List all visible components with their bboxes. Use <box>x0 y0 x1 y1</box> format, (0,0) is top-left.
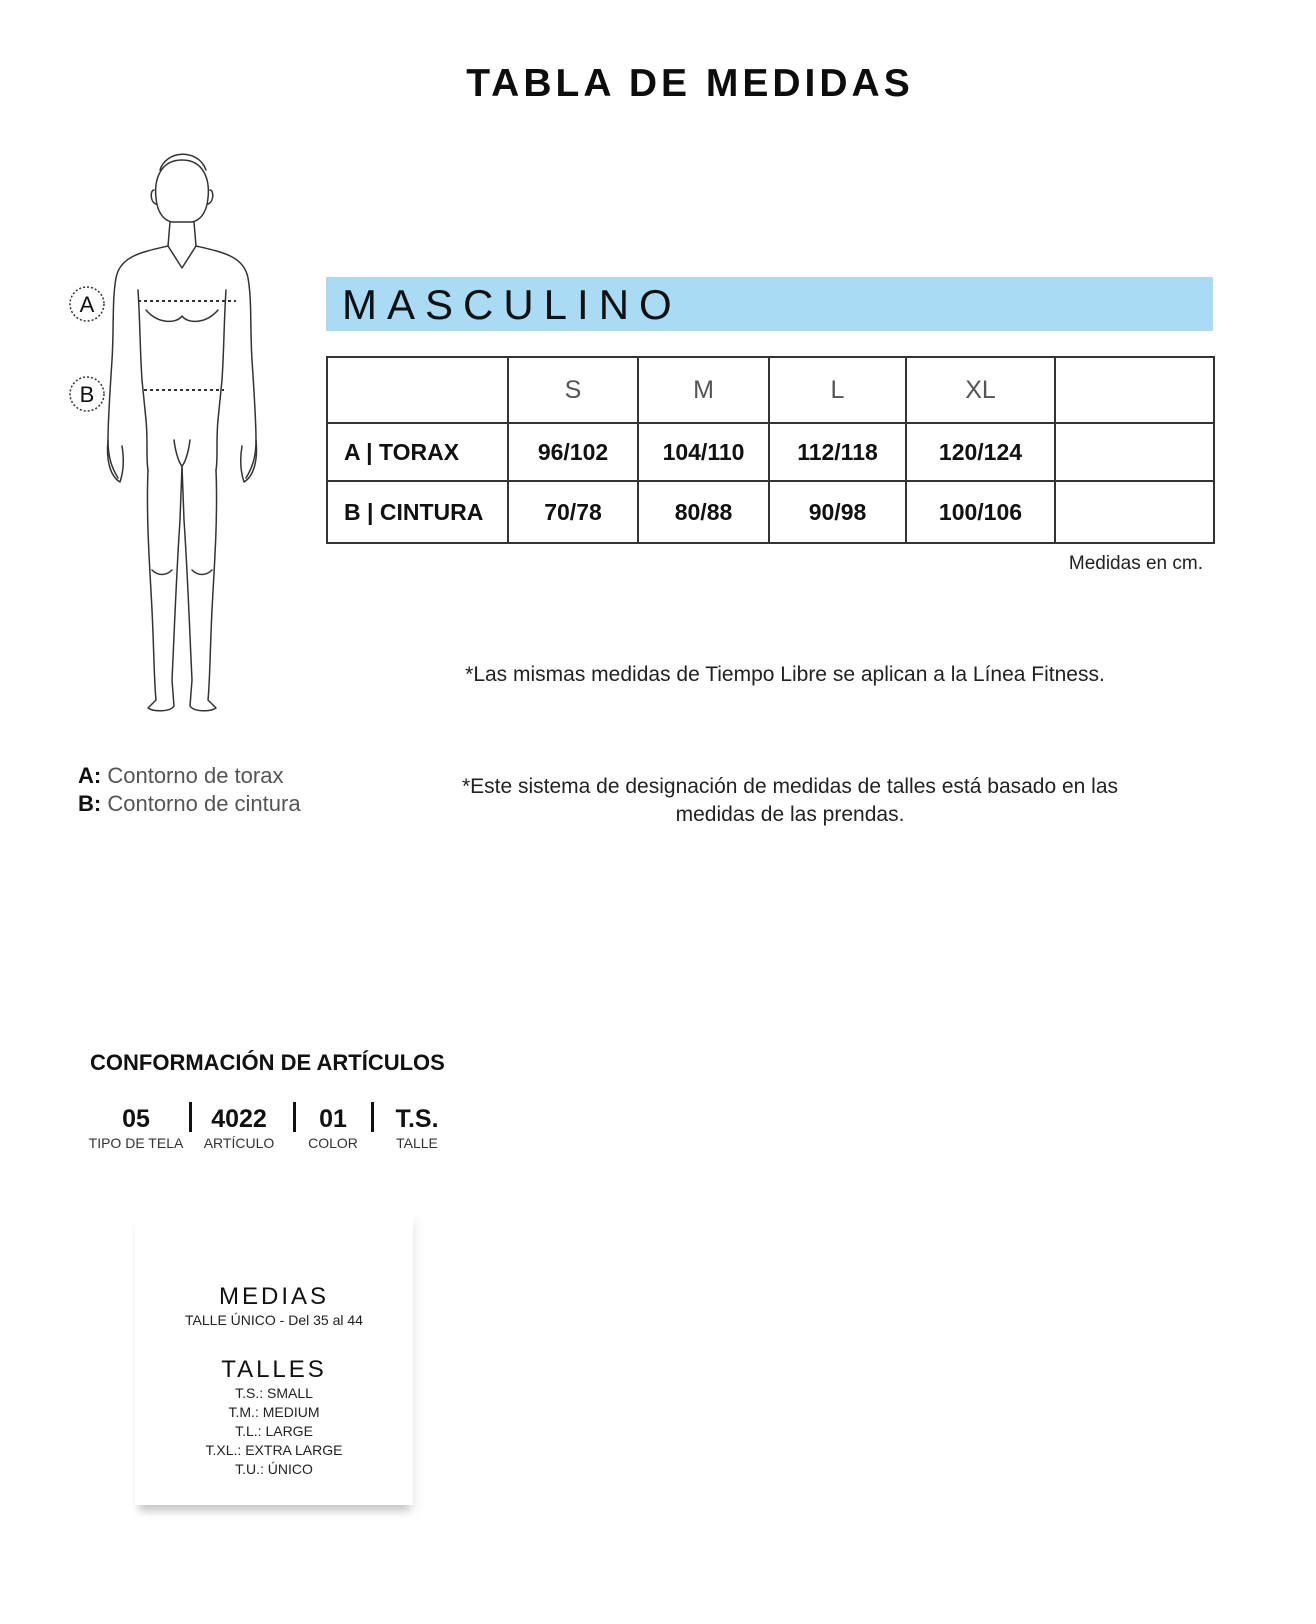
table-cell: 90/98 <box>769 481 906 543</box>
table-cell: 80/88 <box>638 481 769 543</box>
legend-text: Contorno de torax <box>107 763 284 788</box>
table-cell: 100/106 <box>906 481 1055 543</box>
talles-title: TALLES <box>221 1356 327 1383</box>
size-info-card <box>135 1213 413 1505</box>
code-label: COLOR <box>308 1135 358 1151</box>
figure-legend <box>78 762 301 818</box>
code-value: T.S. <box>395 1105 439 1133</box>
table-row <box>327 481 1214 543</box>
code-separator <box>293 1102 296 1132</box>
body-figure-illustration <box>62 140 312 740</box>
talle-item: T.U.: ÚNICO <box>235 1461 313 1477</box>
legend-key: A: <box>78 763 102 788</box>
table-cell: 70/78 <box>508 481 638 543</box>
table-row <box>327 423 1214 481</box>
table-cell <box>1055 481 1214 543</box>
table-header-row <box>327 357 1214 423</box>
code-part-articulo <box>198 1104 280 1152</box>
talle-item: T.L.: LARGE <box>235 1423 313 1439</box>
table-header-cell: XL <box>906 357 1055 423</box>
legend-text: Contorno de cintura <box>107 791 301 816</box>
code-value: 01 <box>319 1105 347 1133</box>
table-header-cell: S <box>508 357 638 423</box>
conformacion-title: CONFORMACIÓN DE ARTÍCULOS <box>90 1050 445 1075</box>
code-label: TIPO DE TELA <box>88 1135 184 1151</box>
table-cell: 96/102 <box>508 423 638 481</box>
code-value: 4022 <box>211 1105 267 1133</box>
code-separator <box>189 1102 192 1132</box>
size-table <box>326 356 1215 544</box>
row-key: A | <box>344 438 373 465</box>
male-body-outline-icon <box>62 140 312 740</box>
talle-item: T.XL.: EXTRA LARGE <box>205 1442 343 1458</box>
talle-item: T.M.: MEDIUM <box>228 1404 320 1420</box>
code-part-talle <box>382 1104 452 1152</box>
table-header-cell: L <box>769 357 906 423</box>
code-part-color <box>302 1104 364 1152</box>
legend-item-a <box>78 762 301 790</box>
row-label <box>327 423 508 481</box>
table-cell <box>1055 423 1214 481</box>
table-header-cell <box>1055 357 1214 423</box>
legend-item-b <box>78 790 301 818</box>
talle-item: T.S.: SMALL <box>235 1385 313 1401</box>
medias-subtitle: TALLE ÚNICO - Del 35 al 44 <box>185 1312 363 1328</box>
row-label <box>327 481 508 543</box>
marker-b: B <box>79 382 95 407</box>
row-name: TORAX <box>378 438 460 465</box>
code-label: ARTÍCULO <box>203 1135 275 1151</box>
page-title: TABLA DE MEDIDAS <box>466 62 914 105</box>
unit-note: Medidas en cm. <box>1068 553 1203 574</box>
row-key: B | <box>344 498 374 525</box>
section-title: MASCULINO <box>342 281 682 328</box>
code-separator <box>371 1102 374 1132</box>
note-fitness: *Las mismas medidas de Tiempo Libre se aplican a la Línea Fitness. <box>465 663 1105 686</box>
medias-title: MEDIAS <box>218 1283 329 1310</box>
table-cell: 112/118 <box>769 423 906 481</box>
table-header-cell <box>327 357 508 423</box>
section-header <box>326 277 1213 331</box>
row-name: CINTURA <box>379 498 484 525</box>
table-cell: 104/110 <box>638 423 769 481</box>
code-part-tipo-tela <box>86 1104 186 1152</box>
legend-key: B: <box>78 791 102 816</box>
note-sizing-system: *Este sistema de designación de medidas de talles está basado en las medidas de las prendas. <box>461 775 1119 826</box>
code-label: TALLE <box>396 1135 438 1151</box>
table-header-cell: M <box>638 357 769 423</box>
code-value: 05 <box>122 1105 150 1133</box>
marker-a: A <box>79 292 95 317</box>
table-cell: 120/124 <box>906 423 1055 481</box>
